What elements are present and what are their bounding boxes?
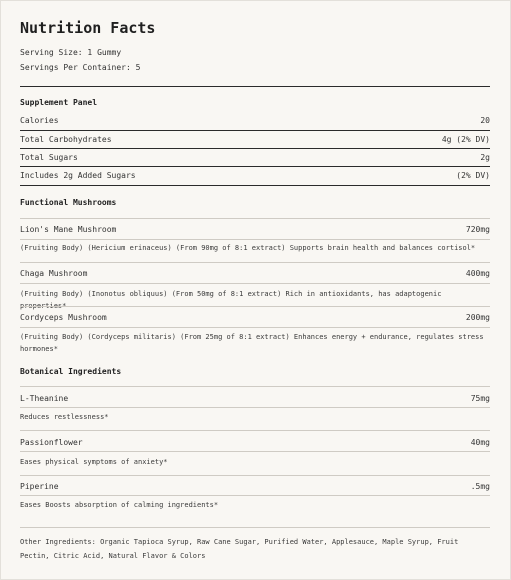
panel-title: Nutrition Facts	[20, 19, 156, 37]
divider	[20, 148, 490, 149]
divider	[20, 451, 490, 452]
ingredient-amount: 200mg	[465, 313, 490, 322]
ingredient-name: Cordyceps Mushroom	[20, 313, 107, 322]
ingredient-amount: 720mg	[465, 225, 490, 234]
ingredient-amount: 400mg	[465, 269, 490, 278]
ingredient-description: (Fruiting Body) (Hericium erinaceus) (From 90mg of 8:1 extract) Supports brain health and balances cortisol*	[20, 244, 476, 252]
ingredient-amount: 40mg	[470, 438, 490, 447]
ingredient-amount: 75mg	[470, 394, 490, 403]
row-label: Total Sugars	[20, 153, 78, 162]
ingredient-name: Chaga Mushroom	[20, 269, 88, 278]
row-amount: 20	[480, 116, 490, 125]
divider	[20, 86, 490, 87]
divider	[20, 327, 490, 328]
functional-mushrooms-heading: Functional Mushrooms	[20, 198, 117, 207]
divider	[20, 475, 490, 476]
ingredient-piperine	[20, 482, 490, 494]
serving-size: Serving Size: 1 Gummy	[20, 48, 122, 57]
divider	[20, 166, 490, 167]
ingredient-name: Piperine	[20, 482, 59, 491]
divider	[20, 407, 490, 408]
row-amount: 2g	[480, 153, 490, 162]
divider	[20, 283, 490, 284]
row-amount: (2% DV)	[456, 171, 490, 180]
ingredient-description: Reduces restlessness*	[20, 413, 109, 421]
divider	[20, 386, 490, 387]
divider	[20, 306, 490, 307]
divider	[20, 430, 490, 431]
row-label: Total Carbohydrates	[20, 135, 112, 144]
ingredient-lions-mane	[20, 225, 490, 237]
ingredient-passionflower	[20, 438, 490, 450]
botanical-ingredients-heading: Botanical Ingredients	[20, 367, 122, 376]
row-label: Includes 2g Added Sugars	[20, 171, 136, 180]
ingredient-amount: .5mg	[470, 482, 490, 491]
divider	[20, 262, 490, 263]
ingredient-description: (Fruiting Body) (Cordyceps militaris) (From 25mg of 8:1 extract) Enhances energy + endurance, regulates stress hormones*	[20, 333, 484, 353]
divider	[20, 130, 490, 131]
ingredient-name: Lion's Mane Mushroom	[20, 225, 117, 234]
servings-per-container: Servings Per Container: 5	[20, 63, 141, 72]
ingredient-chaga	[20, 269, 490, 281]
divider	[20, 218, 490, 219]
other-ingredients: Other Ingredients: Organic Tapioca Syrup, Raw Cane Sugar, Purified Water, Applesauce, Maple Syrup, Fruit Pectin, Citric Acid, Natural Flavor & Colors	[20, 538, 459, 560]
row-label: Calories	[20, 116, 59, 125]
row-added-sugars	[20, 171, 490, 183]
ingredient-name: Passionflower	[20, 438, 83, 447]
row-total-carbohydrates	[20, 135, 490, 147]
divider	[20, 239, 490, 240]
ingredient-description: (Fruiting Body) (Inonotus obliquus) (From 50mg of 8:1 extract) Rich in antioxidants, has adaptogenic properties*	[20, 290, 442, 310]
divider	[20, 185, 490, 186]
row-total-sugars	[20, 153, 490, 165]
ingredient-l-theanine	[20, 394, 490, 406]
ingredient-description: Eases Boosts absorption of calming ingredients*	[20, 501, 219, 509]
ingredient-cordyceps	[20, 313, 490, 325]
row-amount: 4g (2% DV)	[441, 135, 490, 144]
divider	[20, 527, 490, 528]
row-calories	[20, 116, 490, 128]
ingredient-description: Eases physical symptoms of anxiety*	[20, 458, 168, 466]
supplement-panel-heading: Supplement Panel	[20, 98, 98, 107]
divider	[20, 495, 490, 496]
ingredient-name: L-Theanine	[20, 394, 69, 403]
